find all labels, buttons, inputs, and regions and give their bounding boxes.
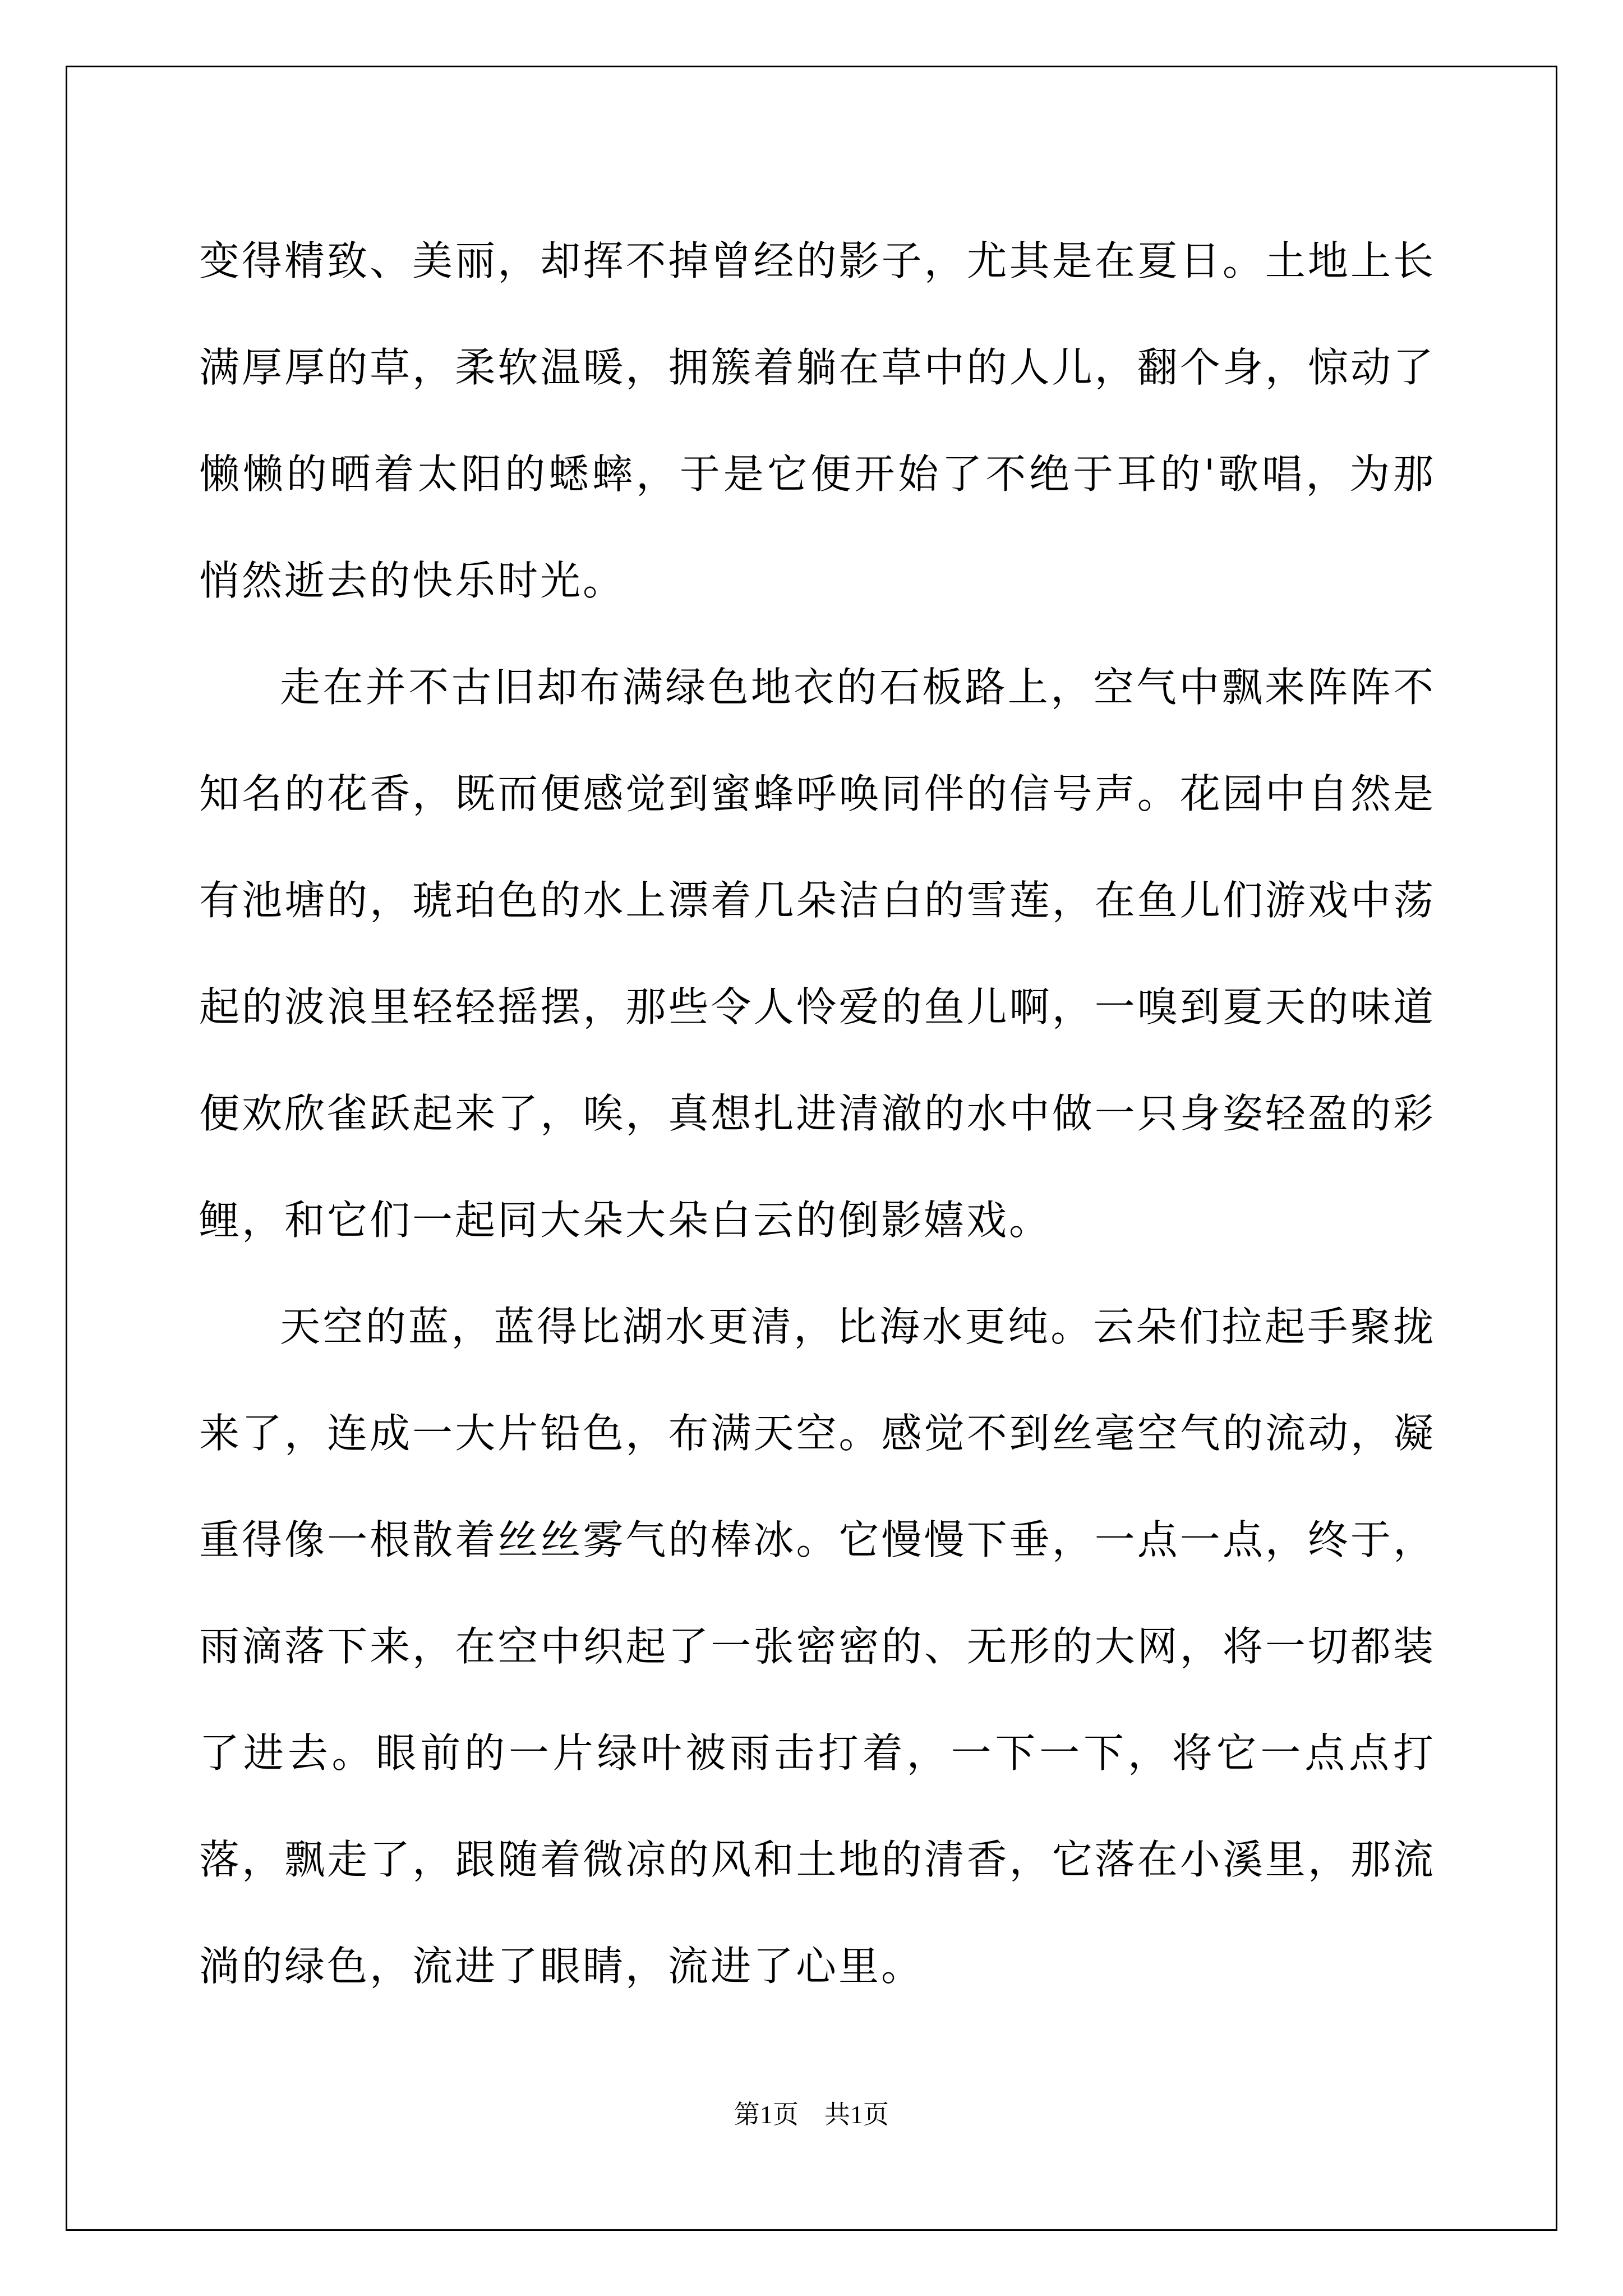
paragraph-1: 变得精致、美丽，却挥不掉曾经的影子，尤其是在夏日。土地上长满厚厚的草，柔软温暖，拥簇着躺在草中的人儿，翻个身，惊动了懒懒的晒着太阳的蟋蟀，于是它便开始了不绝于耳的'歌唱，为那悄然逝去的快乐时光。 <box>199 237 1436 604</box>
document-body <box>199 208 1436 2019</box>
paragraph-2: 走在并不古旧却布满绿色地衣的石板路上，空气中飘来阵阵不知名的花香，既而便感觉到蜜蜂呼唤同伴的信号声。花园中自然是有池塘的，琥珀色的水上漂着几朵洁白的雪莲，在鱼儿们游戏中荡起的波浪里轻轻摇摆，那些令人怜爱的鱼儿啊，一嗅到夏天的味道便欢欣雀跃起来了，唉，真想扎进清澈的水中做一只身姿轻盈的彩鲤，和它们一起同大朵大朵白云的倒影嬉戏。 <box>199 664 1436 1244</box>
page-number-footer: 第1页 共1页 <box>734 2100 889 2129</box>
paragraph-3: 天空的蓝，蓝得比湖水更清，比海水更纯。云朵们拉起手聚拢来了，连成一大片铅色，布满天空。感觉不到丝毫空气的流动，凝重得像一根散着丝丝雾气的棒冰。它慢慢下垂，一点一点，终于，雨滴落下来，在空中织起了一张密密的、无形的大网，将一切都装了进去。眼前的一片绿叶被雨击打着，一下一下，将它一点点打落，飘走了，跟随着微凉的风和土地的清香，它落在小溪里，那流淌的绿色，流进了眼睛，流进了心里。 <box>199 1303 1436 1990</box>
